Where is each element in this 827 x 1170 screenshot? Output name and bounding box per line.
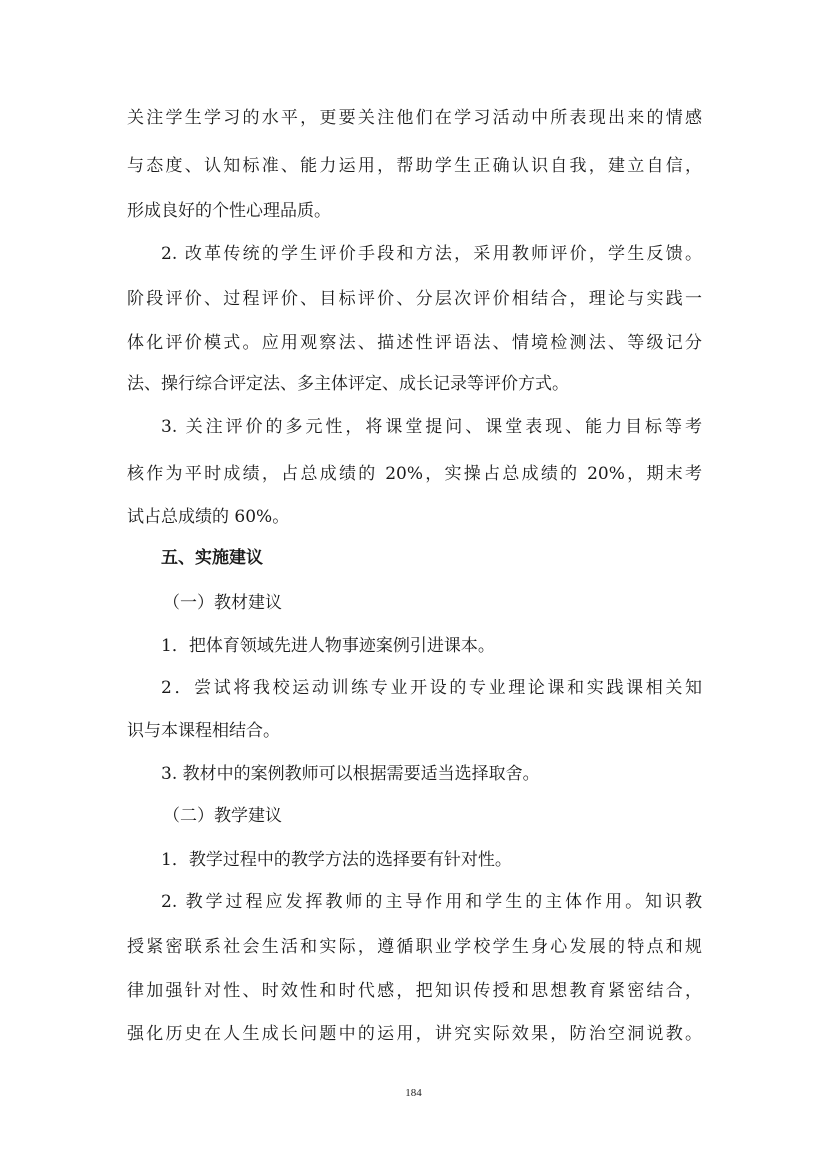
- paragraph-line: 体化评价模式。应用观察法、描述性评语法、情境检测法、等级记分: [127, 333, 702, 353]
- page-number: 184: [405, 1087, 422, 1099]
- paragraph-line: 核作为平时成绩，占总成绩的 20%，实操占总成绩的 20%，期末考: [127, 464, 702, 484]
- paragraph-line: 阶段评价、过程评价、目标评价、分层次评价相结合，理论与实践一: [127, 289, 702, 309]
- paragraph-line: 关注学生学习的水平，更要关注他们在学习活动中所表现出来的情感: [127, 108, 702, 128]
- subsection-heading: （一）教材建议: [163, 593, 282, 613]
- paragraph-line: 1．把体育领域先进人物事迹案例引进课本。: [161, 636, 495, 656]
- paragraph-line: 与态度、认知标准、能力运用，帮助学生正确认识自我，建立自信，: [127, 156, 702, 176]
- paragraph-line: 3. 关注评价的多元性，将课堂提问、课堂表现、能力目标等考: [161, 417, 702, 437]
- paragraph-line: 强化历史在人生成长问题中的运用，讲究实际效果，防治空洞说教。: [127, 1024, 702, 1044]
- paragraph-line: 授紧密联系社会生活和实际，遵循职业学校学生身心发展的特点和规: [127, 937, 702, 957]
- paragraph-line: 1．教学过程中的教学方法的选择要有针对性。: [161, 850, 512, 870]
- paragraph-line: 识与本课程相结合。: [127, 721, 280, 741]
- paragraph-line: 试占总成绩的 60%。: [127, 507, 290, 527]
- subsection-heading: （二）教学建议: [163, 806, 282, 826]
- paragraph-line: 2. 教学过程应发挥教师的主导作用和学生的主体作用。知识教: [161, 892, 702, 912]
- paragraph-line: 律加强针对性、时效性和时代感，把知识传授和思想教育紧密结合，: [127, 981, 702, 1001]
- paragraph-line: 3. 教材中的案例教师可以根据需要适当选择取舍。: [161, 764, 540, 784]
- paragraph-line: 2．尝试将我校运动训练专业开设的专业理论课和实践课相关知: [161, 678, 702, 698]
- paragraph-line: 2. 改革传统的学生评价手段和方法，采用教师评价，学生反馈。: [161, 244, 702, 264]
- section-heading: 五、实施建议: [161, 548, 263, 568]
- paragraph-line: 法、操行综合评定法、多主体评定、成长记录等评价方式。: [127, 374, 569, 394]
- paragraph-line: 形成良好的个性心理品质。: [127, 201, 331, 221]
